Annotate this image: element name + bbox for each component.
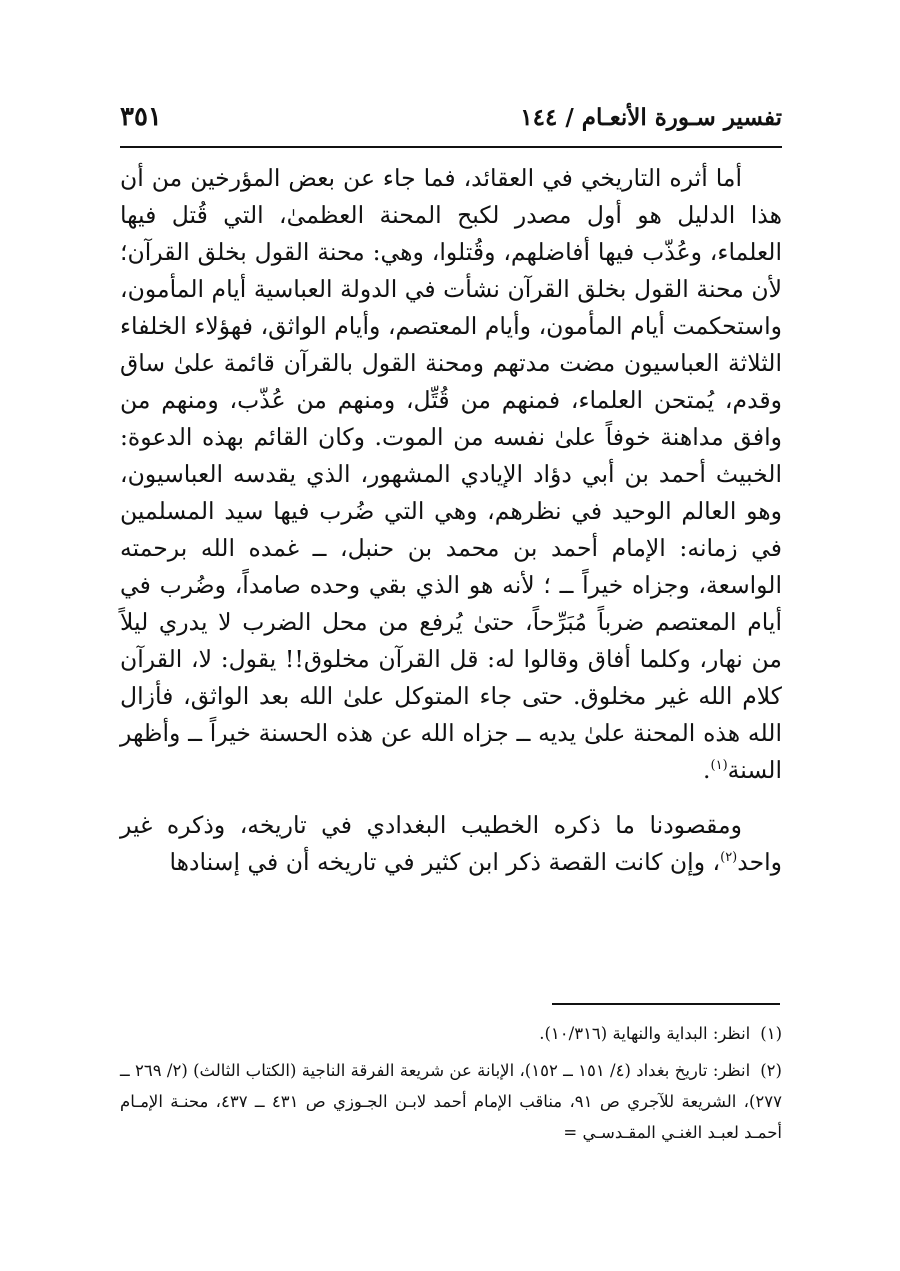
paragraph-1-text: أما أثره التاريخي في العقائد، فما جاء عن بعض المؤرخين من أن هذا الدليل هو أول مصدر لكبح المحنة العظمىٰ، التي قُتل فيها العلماء، وعُذّب فيها أفاضلهم، وقُتلوا، وهي: محنة القول بخلق القرآن؛ لأن محنة القول بخلق القرآن نشأت في الدولة العباسية أيام المأمون، واستحكمت أيام المأمون، وأيام المعتصم، وأيام الواثق، فهؤلاء الخلفاء الثلاثة العباسيون مضت مدتهم ومحنة القول بالقرآن قائمة علىٰ ساق وقدم، يُمتحن العلماء، فمنهم من قُتِّل، ومنهم من عُذّب، ومنهم من وافق مداهنة خوفاً علىٰ نفسه من الموت. وكان القائم بهذه الدعوة: الخبيث أحمد بن أبي دؤاد الإيادي المشهور، الذي يقدسه العباسيون، وهو العالم الوحيد في نظرهم، وهي التي ضُرب فيها سيد المسلمين في زمانه: الإمام أحمد بن محمد بن حنبل، ــ غمده الله برحمته الواسعة، وجزاه خيراً ــ ؛ لأنه هو الذي بقي وحده صامداً، وضُرب في أيام المعتصم ضرباً مُبَرِّحاً، حتىٰ يُرفع من محل الضرب لا يدري ليلاً من نهار، وكلما أفاق وقالوا له: قل القرآن مخلوق!! يقول: لا، القرآن كلام الله غير مخلوق. حتى جاء المتوكل علىٰ الله بعد الواثق، فأزال الله هذه المحنة علىٰ يديه ــ جزاه الله عن هذه الحسنة خيراً ــ وأظهر السنة: [120, 164, 782, 784]
footnote-2: [120, 1055, 782, 1148]
footnote-separator: [552, 1003, 780, 1005]
page-header: [120, 100, 782, 142]
footnote-ref-1: (١): [710, 758, 728, 774]
paragraph-1: [120, 160, 782, 789]
footnote-ref-2: (٢): [720, 850, 738, 866]
main-text: [120, 160, 782, 881]
paragraph-1-end: .: [703, 756, 711, 784]
paragraph-2-text-a: ومقصودنا ما ذكره الخطيب البغدادي في تاريخه، وذكره غير واحد: [120, 811, 782, 876]
footnote-2-mark: (٢): [760, 1061, 782, 1080]
footnote-1-text: انظر: البداية والنهاية (١٠/٣١٦).: [539, 1024, 751, 1043]
footnote-2-text: انظر: تاريخ بغداد (٤/ ١٥١ ــ ١٥٢)، الإبانة عن شريعة الفرقة الناجية (الكتاب الثالث) (٢/ ٢٦٩ ــ ٢٧٧)، الشريعة للآجري ص ٩١، مناقب الإمام أحمد لابـن الجـوزي ص ٤٣١ ــ ٤٣٧، محنـة الإمـام أحمـد لعبـد الغنـي المقـدسـي =: [120, 1061, 782, 1142]
page-number: ٣٥١: [120, 102, 162, 132]
footnote-1: [120, 1018, 782, 1049]
footnotes: [120, 1018, 782, 1154]
header-rule: [120, 146, 782, 148]
paragraph-2: [120, 807, 782, 881]
paragraph-2-text-b: ، وإن كانت القصة ذكر ابن كثير في تاريخه أن في إسنادها: [169, 848, 721, 876]
footnote-1-mark: (١): [760, 1024, 782, 1043]
running-title: تفسير سـورة الأنعـام / ١٤٤: [520, 104, 782, 131]
